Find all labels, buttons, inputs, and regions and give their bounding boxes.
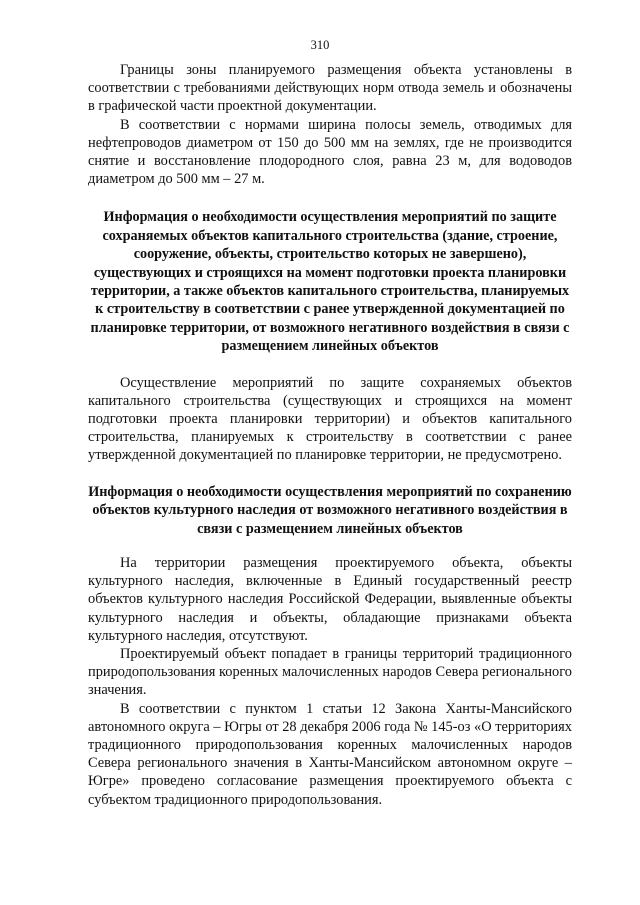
spacer xyxy=(88,356,572,374)
section-capital-heading: Информация о необходимости осуществления мероприятий по защите сохраняемых объектов капитального строительства (здание, строение, сооружение, объекты, строительство которых не завершено), существующих и строящихся на момент подготовки проекта планировки территории, а также объектов капитального строительства, планируемых к строительству в соответствии с ранее утвержденной документацией по планировке территории, от возможного негативного воздействия в связи с размещением линейных объектов xyxy=(90,209,570,355)
page-number: 310 xyxy=(310,38,330,52)
section-heritage-paragraph-1: На территории размещения проектируемого объекта, объекты культурного наследия, включенные в Единый государственный реестр объектов культурного наследия Российской Федерации, выявленные объекты культурного наследия и объекты, обладающие признаками объекта культурного наследия, отсутствуют. xyxy=(88,554,572,644)
section-heritage-heading: Информация о необходимости осуществления мероприятий по сохранению объектов культурного наследия от возможного негативного воздействия в связи с размещением линейных объектов xyxy=(88,483,572,537)
spacer xyxy=(88,188,572,208)
section-capital-paragraph: Осуществление мероприятий по защите сохраняемых объектов капитального строительства (существующих и строящихся на момент подготовки проекта планировки территории) и объектов капитального строительства, планируемых к строительству в соответствии с ранее утвержденной документацией по планировке территории, не предусмотрено. xyxy=(88,374,572,464)
section-heritage-paragraph-2: Проектируемый объект попадает в границы территорий традиционного природопользования коренных малочисленных народов Севера регионального значения. xyxy=(88,645,572,699)
document-body xyxy=(88,61,572,809)
section-heritage-paragraph-3: В соответствии с пунктом 1 статьи 12 Закона Ханты-Мансийского автономного округа – Югры от 28 декабря 2006 года № 145-оз «О территориях традиционного природопользования коренных малочисленных народов Севера регионального значения в Ханты-Мансийском автономном округе – Югре» проведено согласование размещения проектируемого объекта с субъектом традиционного природопользования. xyxy=(88,700,572,808)
spacer xyxy=(88,465,572,483)
intro-paragraph-strip-width: В соответствии с нормами ширина полосы земель, отводимых для нефтепроводов диаметром от 150 до 500 мм на землях, где не производится снятие и восстановление плодородного слоя, равна 23 м, для водоводов диаметром до 500 мм – 27 м. xyxy=(88,116,572,188)
spacer xyxy=(88,538,572,554)
intro-paragraph-boundaries: Границы зоны планируемого размещения объекта установлены в соответствии с требованиями действующих норм отвода земель и обозначены в графической части проектной документации. xyxy=(88,62,572,115)
